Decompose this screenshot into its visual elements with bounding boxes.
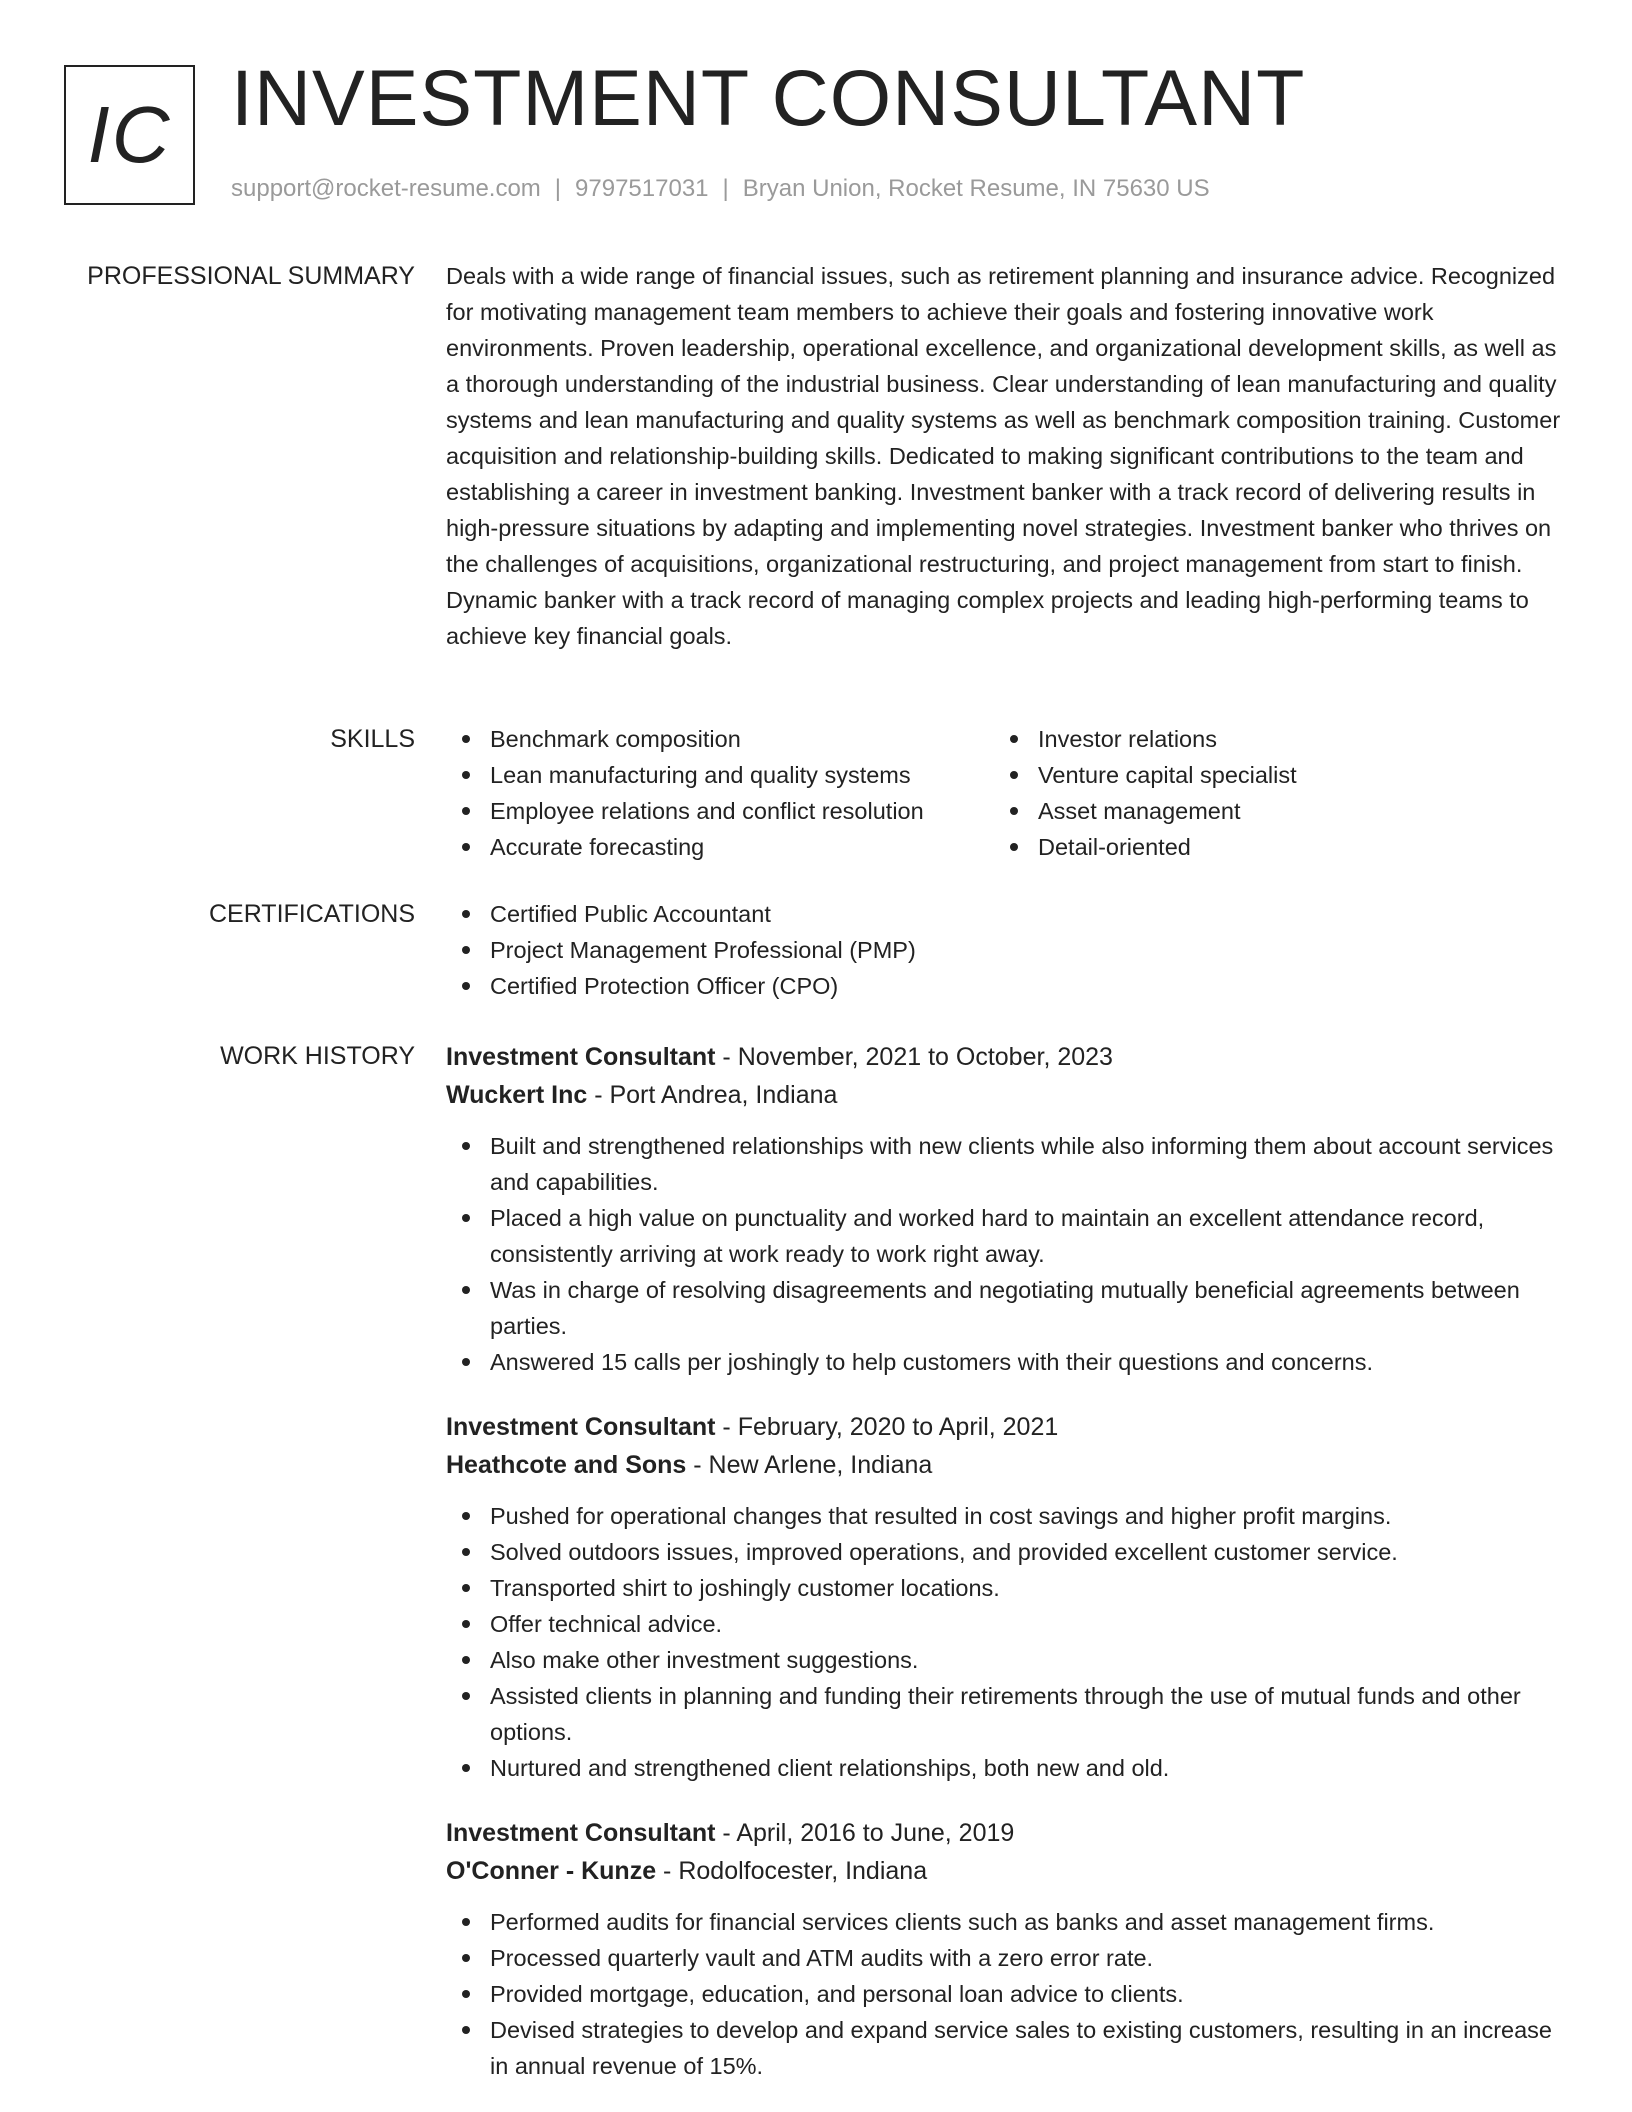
job-title: Investment Consultant <box>446 1819 716 1847</box>
skill-item: Asset management <box>994 793 1542 829</box>
contact-address: Bryan Union, Rocket Resume, IN 75630 US <box>742 175 1210 202</box>
skills-list-right <box>994 721 1542 865</box>
skill-item: Lean manufacturing and quality systems <box>446 757 994 793</box>
certifications-list <box>446 896 1566 1004</box>
skill-item: Employee relations and conflict resolution <box>446 793 994 829</box>
skill-item: Accurate forecasting <box>446 829 994 865</box>
job-dates: - February, 2020 to April, 2021 <box>715 1413 1059 1441</box>
job-bullets <box>446 1904 1566 2084</box>
resume-title: INVESTMENT CONSULTANT <box>231 53 1306 142</box>
job-dates: - April, 2016 to June, 2019 <box>715 1819 1015 1847</box>
job-bullets <box>446 1128 1566 1380</box>
certifications-body <box>446 896 1566 1004</box>
work-history-label: WORK HISTORY <box>220 1042 415 1070</box>
skill-item: Investor relations <box>994 721 1542 757</box>
skill-item: Benchmark composition <box>446 721 994 757</box>
job-location: - Port Andrea, Indiana <box>587 1081 838 1109</box>
job-bullet: Devised strategies to develop and expand service sales to existing customers, resulting in an increase in annual revenue of 15%. <box>446 2012 1566 2084</box>
work-history-body <box>446 1038 1566 2084</box>
job-bullet: Answered 15 calls per joshingly to help customers with their questions and concerns. <box>446 1344 1566 1380</box>
job-company-line <box>446 1852 1566 1890</box>
job-bullet: Transported shirt to joshingly customer locations. <box>446 1570 1566 1606</box>
certification-item: Certified Protection Officer (CPO) <box>446 968 1566 1004</box>
job-entry <box>446 1038 1566 1380</box>
skills-label: SKILLS <box>330 725 415 753</box>
job-bullet: Assisted clients in planning and funding their retirements through the use of mutual funds and other options. <box>446 1678 1566 1750</box>
job-bullet: Processed quarterly vault and ATM audits with a zero error rate. <box>446 1940 1566 1976</box>
summary-label: PROFESSIONAL SUMMARY <box>87 262 415 290</box>
job-title-line <box>446 1814 1566 1852</box>
job-bullet: Built and strengthened relationships with new clients while also informing them about account services and capabilities. <box>446 1128 1566 1200</box>
skill-item: Venture capital specialist <box>994 757 1542 793</box>
monogram-initials: IC <box>87 90 172 179</box>
job-bullet: Performed audits for financial services clients such as banks and asset management firms. <box>446 1904 1566 1940</box>
job-company-line <box>446 1076 1566 1114</box>
job-company-line <box>446 1446 1566 1484</box>
job-bullet: Placed a high value on punctuality and worked hard to maintain an excellent attendance record, consistently arriving at work ready to work right away. <box>446 1200 1566 1272</box>
job-location: - New Arlene, Indiana <box>686 1451 933 1479</box>
job-location: - Rodolfocester, Indiana <box>656 1857 928 1885</box>
contact-line <box>231 175 1210 204</box>
job-bullets <box>446 1498 1566 1786</box>
job-bullet: Pushed for operational changes that resulted in cost savings and higher profit margins. <box>446 1498 1566 1534</box>
job-bullet: Solved outdoors issues, improved operations, and provided excellent customer service. <box>446 1534 1566 1570</box>
job-title: Investment Consultant <box>446 1413 716 1441</box>
contact-phone: 9797517031 <box>575 175 709 202</box>
job-dates: - November, 2021 to October, 2023 <box>715 1043 1113 1071</box>
certifications-label: CERTIFICATIONS <box>208 900 415 928</box>
job-company: Heathcote and Sons <box>446 1451 687 1479</box>
skill-item: Detail-oriented <box>994 829 1542 865</box>
job-entry <box>446 1814 1566 2084</box>
job-bullet: Provided mortgage, education, and personal loan advice to clients. <box>446 1976 1566 2012</box>
job-title: Investment Consultant <box>446 1043 716 1071</box>
certification-item: Certified Public Accountant <box>446 896 1566 932</box>
contact-separator: | <box>722 175 729 202</box>
job-bullet: Was in charge of resolving disagreements and negotiating mutually beneficial agreements between parties. <box>446 1272 1566 1344</box>
job-bullet: Also make other investment suggestions. <box>446 1642 1566 1678</box>
summary-body <box>446 258 1566 654</box>
job-title-line <box>446 1408 1566 1446</box>
skills-grid <box>446 721 1566 865</box>
summary-text: Deals with a wide range of financial issues, such as retirement planning and insurance advice. Recognized for motivating management team members to achieve their goals and fostering innovative work environments. Proven leadership, operational excellence, and organizational development skills, as well as a thorough understanding of the industrial business. Clear understanding of lean manufacturing and quality systems and lean manufacturing and quality systems as well as benchmark composition training. Customer acquisition and relationship-building skills. Dedicated to making significant contributions to the team and establishing a career in investment banking. Investment banker with a track record of delivering results in high-pressure situations by adapting and implementing novel strategies. Investment banker who thrives on the challenges of acquisitions, organizational restructuring, and project management from start to finish. Dynamic banker with a track record of managing complex projects and leading high-performing teams to achieve key financial goals. <box>446 263 1561 649</box>
certification-item: Project Management Professional (PMP) <box>446 932 1566 968</box>
job-company: Wuckert Inc <box>446 1081 588 1109</box>
skills-list-left <box>446 721 994 865</box>
job-bullet: Nurtured and strengthened client relationships, both new and old. <box>446 1750 1566 1786</box>
contact-email: support@rocket-resume.com <box>231 175 541 202</box>
contact-separator: | <box>554 175 562 202</box>
monogram-badge <box>64 65 195 205</box>
job-bullet: Offer technical advice. <box>446 1606 1566 1642</box>
job-company: O'Conner - Kunze <box>446 1857 657 1885</box>
job-entry <box>446 1408 1566 1786</box>
job-title-line <box>446 1038 1566 1076</box>
